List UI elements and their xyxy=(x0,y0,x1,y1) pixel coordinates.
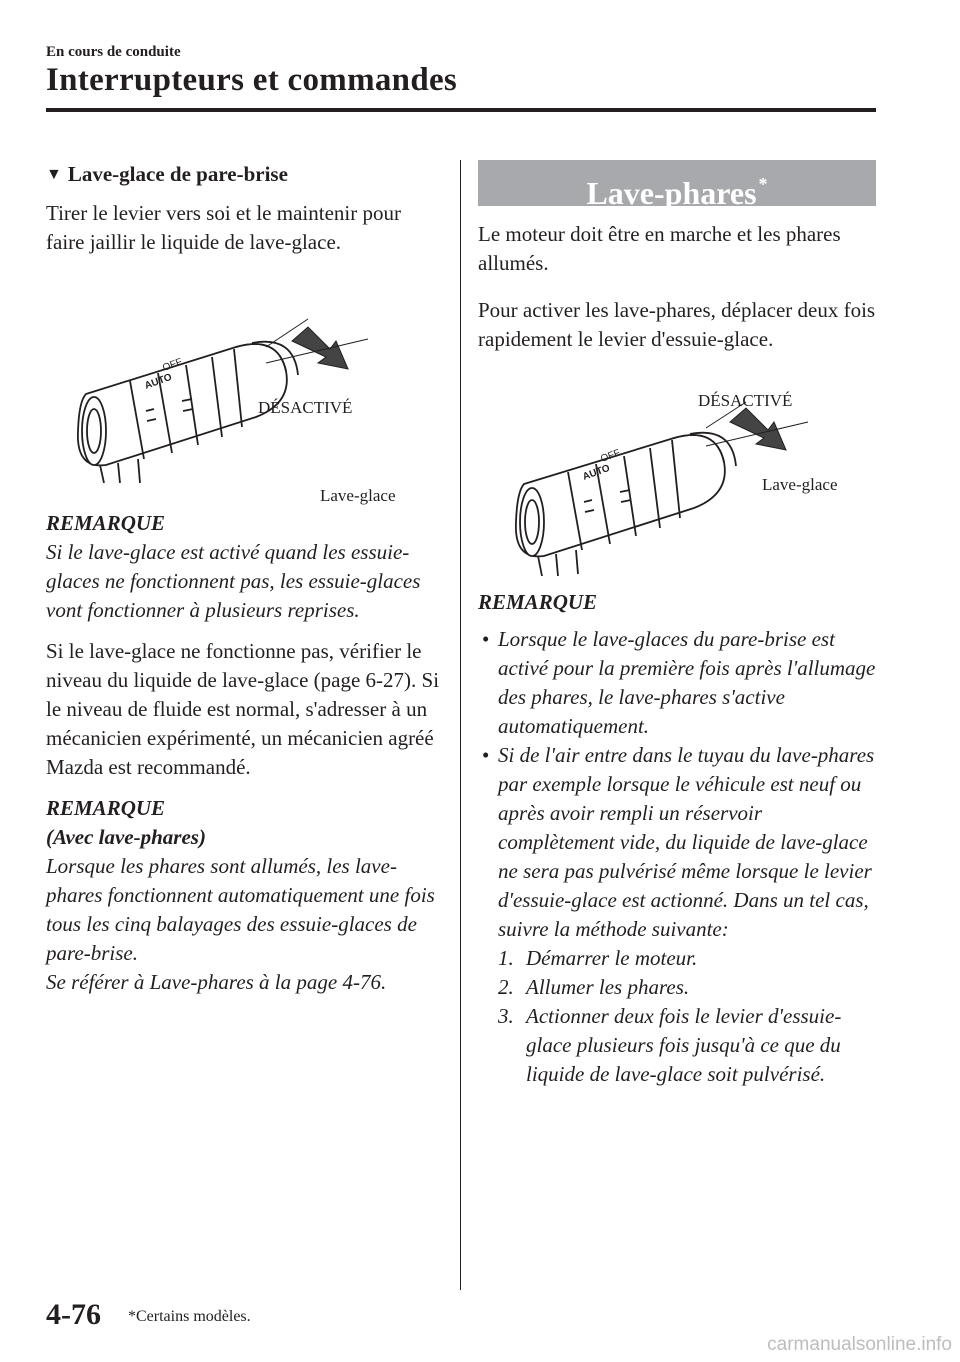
section-kicker: En cours de conduite xyxy=(46,44,181,60)
label-washer: Lave-glace xyxy=(320,486,396,505)
bullet-dot: • xyxy=(482,743,490,767)
step-number: 1. xyxy=(498,946,514,970)
section-banner xyxy=(478,160,876,211)
list-item-text: Lorsque le lave-glaces du pare-brise est activé pour la première fois après l'allumage des phares, le lave-phares s'active automatiquement. xyxy=(498,627,876,738)
note-washer-activation xyxy=(46,509,442,625)
step-text: Actionner deux fois le levier d'essuie-glace plusieurs fois jusqu'à ce que du liquide de lave-glace soit pulvérisé. xyxy=(526,1004,842,1086)
pull-arrow-icon xyxy=(292,327,348,369)
step-number: 3. xyxy=(498,1004,514,1028)
wiper-lever-figure-2 xyxy=(478,366,878,580)
label-off: DÉSACTIVÉ xyxy=(698,391,793,410)
list-item-text: Si de l'air entre dans le tuyau du lave-phares par exemple lorsque le véhicule est neuf ou après avoir rempli un réservoir complètement vide, du liquide de lave-glace ne sera pas pulvérisé même lorsque le levier d'essuie-glace est actionné. Dans un tel cas, suivre la méthode suivante: xyxy=(498,743,875,941)
note-text: Si le lave-glace est activé quand les essuie-glaces ne fonctionnent pas, les essuie-glaces vont fonctionner à plusieurs reprises. xyxy=(46,540,421,622)
footnote: *Certains modèles. xyxy=(128,1308,251,1325)
note-headlight-washer-air xyxy=(478,588,878,1089)
note-title: REMARQUE xyxy=(46,511,166,535)
subheading-text: Lave-glace de pare-brise xyxy=(67,162,288,186)
column-divider xyxy=(460,160,461,1290)
watermark: carmanualsonline.info xyxy=(767,1334,952,1355)
triangle-marker-icon: ▼ xyxy=(46,166,62,183)
label-off: DÉSACTIVÉ xyxy=(258,398,353,417)
list-item xyxy=(478,625,878,741)
headlight-washer-intro: Le moteur doit être en marche et les phares allumés. xyxy=(478,222,841,275)
step-text: Allumer les phares. xyxy=(526,975,690,999)
left-column xyxy=(46,160,442,1009)
header-rule xyxy=(46,108,876,112)
note-headlight-washer xyxy=(46,794,442,997)
lever-mark-off: OFF xyxy=(161,356,184,374)
wiper-lever-figure xyxy=(46,269,442,505)
bullet-dot: • xyxy=(482,627,490,651)
note-reference: Se référer à Lave-phares à la page 4-76. xyxy=(46,970,387,994)
lever-mark-off: OFF xyxy=(599,447,622,465)
right-column xyxy=(478,160,878,1101)
step-item xyxy=(478,944,878,973)
note-subtitle: (Avec lave-phares) xyxy=(46,825,206,849)
note-bullet-list xyxy=(478,625,878,944)
washer-fluid-check: Si le lave-glace ne fonctionne pas, vérifier le niveau du liquide de lave-glace (page 6-27). Si le niveau de fluide est normal, s'adresser à un mécanicien expérimenté, un mécanicien agréé Mazda est recommandé. xyxy=(46,639,440,779)
note-steps-list xyxy=(478,944,878,1089)
page-number: 4-76 xyxy=(46,1298,101,1331)
page-title: Interrupteurs et commandes xyxy=(46,62,458,98)
note-text: Lorsque les phares sont allumés, les lave-phares fonctionnent automatiquement une fois tous les cinq balayages des essuie-glaces de pare-brise. xyxy=(46,854,435,965)
subheading-windshield-washer xyxy=(46,160,442,189)
step-item xyxy=(478,1002,878,1089)
headlight-washer-activation: Pour activer les lave-phares, déplacer deux fois rapidement le levier d'essuie-glace. xyxy=(478,298,876,351)
lever-mark-auto: AUTO xyxy=(581,462,612,483)
label-washer: Lave-glace xyxy=(762,475,838,494)
wiper-lever-illustration xyxy=(46,269,442,483)
step-item xyxy=(478,973,878,1002)
washer-intro: Tirer le levier vers soi et le maintenir pour faire jaillir le liquide de lave-glace. xyxy=(46,201,401,254)
banner-title: Lave-phares xyxy=(586,175,757,211)
note-title: REMARQUE xyxy=(46,796,166,820)
step-number: 2. xyxy=(498,975,514,999)
list-item xyxy=(478,741,878,944)
lever-mark-auto: AUTO xyxy=(143,371,174,392)
note-title: REMARQUE xyxy=(478,590,598,614)
step-text: Démarrer le moteur. xyxy=(526,946,698,970)
banner-footnote-mark: * xyxy=(758,174,768,194)
